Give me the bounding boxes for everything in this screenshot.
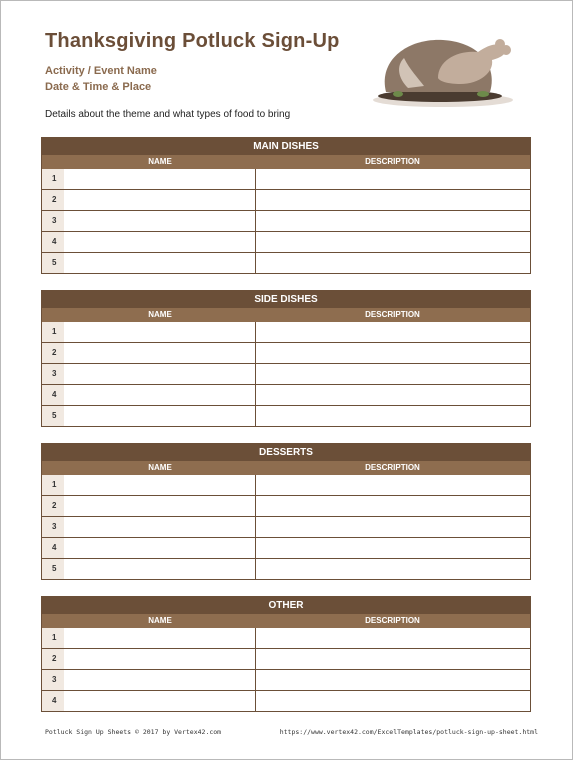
name-cell[interactable] bbox=[64, 649, 255, 669]
table-row bbox=[42, 169, 530, 189]
row-number: 5 bbox=[42, 406, 64, 426]
name-cell[interactable] bbox=[64, 253, 255, 273]
column-header bbox=[42, 614, 530, 628]
rows bbox=[42, 169, 530, 273]
name-cell[interactable] bbox=[64, 232, 255, 252]
section-title: MAIN DISHES bbox=[42, 138, 530, 155]
footer-copyright: Potluck Sign Up Sheets © 2017 by Vertex42.com bbox=[45, 728, 222, 736]
name-cell[interactable] bbox=[64, 496, 255, 516]
table-row bbox=[42, 342, 530, 363]
rows bbox=[42, 628, 530, 711]
description-cell[interactable] bbox=[255, 406, 531, 426]
row-number: 4 bbox=[42, 691, 64, 711]
row-number: 2 bbox=[42, 343, 64, 363]
description-column-header: DESCRIPTION bbox=[365, 616, 420, 625]
table-row bbox=[42, 495, 530, 516]
section-desserts bbox=[41, 443, 531, 580]
table-row bbox=[42, 363, 530, 384]
description-column-header: DESCRIPTION bbox=[365, 157, 420, 166]
section-other bbox=[41, 596, 531, 712]
section-title: DESSERTS bbox=[42, 444, 530, 461]
name-column-header: NAME bbox=[148, 463, 172, 472]
row-number: 4 bbox=[42, 538, 64, 558]
row-number: 2 bbox=[42, 649, 64, 669]
name-cell[interactable] bbox=[64, 559, 255, 579]
description-cell[interactable] bbox=[255, 211, 531, 231]
name-column-header: NAME bbox=[148, 157, 172, 166]
row-number: 5 bbox=[42, 253, 64, 273]
name-column-header: NAME bbox=[148, 310, 172, 319]
table-row bbox=[42, 475, 530, 495]
table-row bbox=[42, 210, 530, 231]
date-time-place: Date & Time & Place bbox=[45, 81, 152, 93]
description-cell[interactable] bbox=[255, 649, 531, 669]
table-row bbox=[42, 648, 530, 669]
table-row bbox=[42, 558, 530, 579]
column-header bbox=[42, 155, 530, 169]
name-cell[interactable] bbox=[64, 385, 255, 405]
name-cell[interactable] bbox=[64, 169, 255, 189]
description-cell[interactable] bbox=[255, 475, 531, 495]
name-cell[interactable] bbox=[64, 406, 255, 426]
description-cell[interactable] bbox=[255, 496, 531, 516]
rows bbox=[42, 322, 530, 426]
description-cell[interactable] bbox=[255, 538, 531, 558]
row-number: 3 bbox=[42, 211, 64, 231]
table-row bbox=[42, 322, 530, 342]
table-row bbox=[42, 231, 530, 252]
name-cell[interactable] bbox=[64, 538, 255, 558]
name-cell[interactable] bbox=[64, 628, 255, 648]
section-title: OTHER bbox=[42, 597, 530, 614]
description-cell[interactable] bbox=[255, 169, 531, 189]
table-row bbox=[42, 252, 530, 273]
column-header bbox=[42, 308, 530, 322]
description-cell[interactable] bbox=[255, 670, 531, 690]
row-number: 1 bbox=[42, 169, 64, 189]
name-cell[interactable] bbox=[64, 517, 255, 537]
description-cell[interactable] bbox=[255, 385, 531, 405]
rows bbox=[42, 475, 530, 579]
name-cell[interactable] bbox=[64, 691, 255, 711]
section-title: SIDE DISHES bbox=[42, 291, 530, 308]
table-row bbox=[42, 690, 530, 711]
description-column-header: DESCRIPTION bbox=[365, 463, 420, 472]
description-cell[interactable] bbox=[255, 559, 531, 579]
table-row bbox=[42, 669, 530, 690]
row-number: 3 bbox=[42, 364, 64, 384]
row-number: 4 bbox=[42, 385, 64, 405]
name-cell[interactable] bbox=[64, 364, 255, 384]
roast-turkey-icon bbox=[368, 30, 518, 116]
details-text: Details about the theme and what types of food to bring bbox=[45, 109, 291, 120]
activity-event-name: Activity / Event Name bbox=[45, 65, 157, 77]
description-cell[interactable] bbox=[255, 628, 531, 648]
name-column-header: NAME bbox=[148, 616, 172, 625]
row-number: 1 bbox=[42, 628, 64, 648]
description-cell[interactable] bbox=[255, 343, 531, 363]
row-number: 3 bbox=[42, 517, 64, 537]
row-number: 1 bbox=[42, 322, 64, 342]
description-cell[interactable] bbox=[255, 232, 531, 252]
footer-url[interactable]: https://www.vertex42.com/ExcelTemplates/potluck-sign-up-sheet.html bbox=[279, 728, 538, 736]
row-number: 2 bbox=[42, 496, 64, 516]
row-number: 2 bbox=[42, 190, 64, 210]
name-cell[interactable] bbox=[64, 475, 255, 495]
description-cell[interactable] bbox=[255, 691, 531, 711]
name-cell[interactable] bbox=[64, 343, 255, 363]
description-cell[interactable] bbox=[255, 517, 531, 537]
description-column-header: DESCRIPTION bbox=[365, 310, 420, 319]
description-cell[interactable] bbox=[255, 322, 531, 342]
page-title: Thanksgiving Potluck Sign-Up bbox=[45, 30, 340, 52]
description-cell[interactable] bbox=[255, 364, 531, 384]
table-row bbox=[42, 537, 530, 558]
section-side-dishes bbox=[41, 290, 531, 427]
name-cell[interactable] bbox=[64, 190, 255, 210]
table-row bbox=[42, 384, 530, 405]
row-number: 3 bbox=[42, 670, 64, 690]
column-header bbox=[42, 461, 530, 475]
table-row bbox=[42, 516, 530, 537]
description-cell[interactable] bbox=[255, 190, 531, 210]
row-number: 1 bbox=[42, 475, 64, 495]
table-row bbox=[42, 189, 530, 210]
name-cell[interactable] bbox=[64, 211, 255, 231]
table-row bbox=[42, 628, 530, 648]
name-cell[interactable] bbox=[64, 322, 255, 342]
row-number: 5 bbox=[42, 559, 64, 579]
table-row bbox=[42, 405, 530, 426]
section-main-dishes bbox=[41, 137, 531, 274]
name-cell[interactable] bbox=[64, 670, 255, 690]
description-cell[interactable] bbox=[255, 253, 531, 273]
row-number: 4 bbox=[42, 232, 64, 252]
